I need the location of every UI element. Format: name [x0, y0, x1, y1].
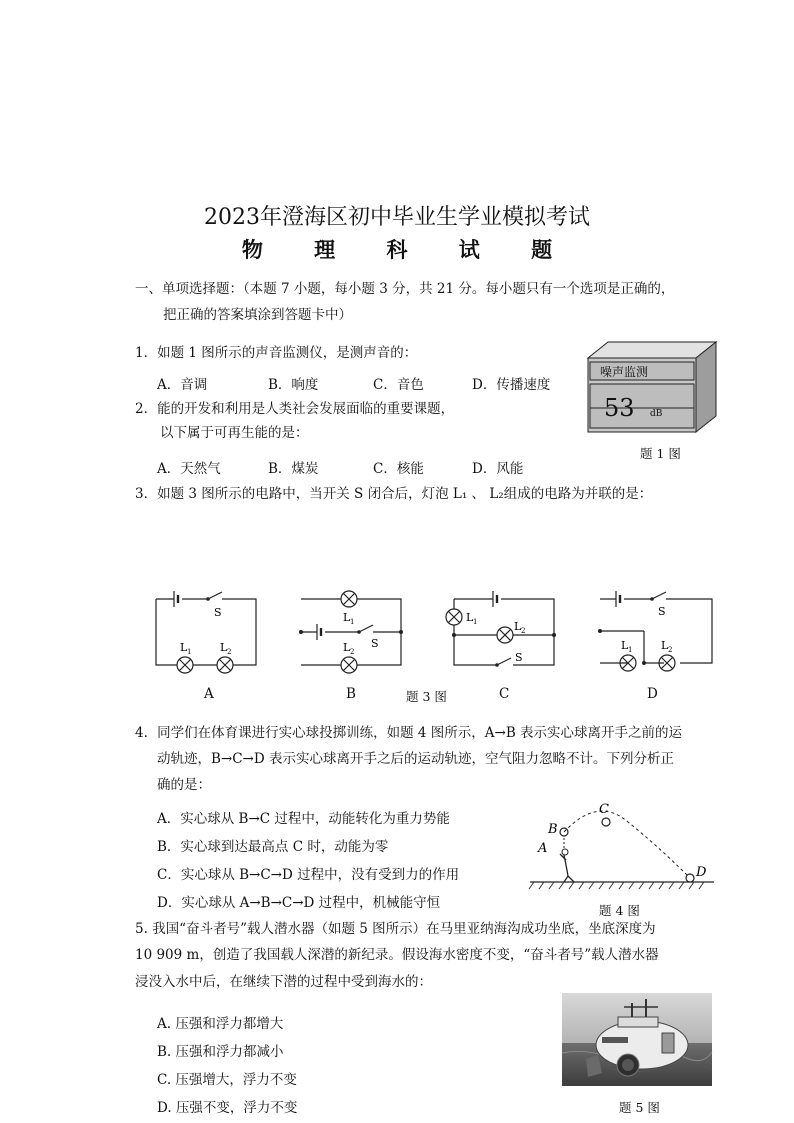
section-instruction-line2: 把正确的答案填涂到答题卡中）	[163, 307, 352, 323]
lamp1-label: L	[180, 641, 188, 654]
circuit-d	[594, 585, 716, 675]
figure3-caption: 题 3 图	[406, 689, 447, 704]
q4-option-d: D．实心球从 A→B→C→D 过程中，机械能守恒	[157, 895, 441, 911]
lamp1-subscript: 1	[187, 648, 192, 656]
q5-stem-line1: 5. 我国“奋斗者号”载人潜水器（如题 5 图所示）在马里亚纳海沟成功坐底，坐底深度为	[135, 921, 656, 937]
figure5-caption: 题 5 图	[619, 1100, 660, 1115]
q4-option-b: B．实心球到达最高点 C 时，动能为零	[157, 839, 389, 855]
q4-stem-line2: 动轨迹，B→C→D 表示实心球离开手之后的运动轨迹，空气阻力忽略不计。下列分析正	[157, 751, 674, 767]
lamp2-subscript: 2	[227, 648, 232, 656]
q2-option-d: D．风能	[472, 461, 524, 477]
lamp2-label: L	[343, 641, 351, 654]
q2-stem-line2: 以下属于可再生能的是：	[160, 425, 309, 441]
point-b-label: B	[548, 822, 558, 837]
ball-trajectory-figure	[528, 798, 718, 894]
q2-option-c: C．核能	[373, 461, 424, 477]
lamp2-label: L	[514, 620, 522, 633]
lamp1-label: L	[466, 611, 474, 624]
q2-option-a: A．天然气	[157, 461, 221, 477]
figure4-caption: 题 4 图	[599, 903, 640, 918]
q4-option-a: A．实心球从 B→C 过程中，动能转化为重力势能	[157, 811, 450, 827]
q5-stem-line2: 10 909 m，创造了我国载人深潜的新纪录。假设海水密度不变，“奋斗者号”载人潜水器	[135, 947, 659, 963]
lamp2-subscript: 2	[350, 648, 355, 656]
q1-option-d: D．传播速度	[472, 377, 551, 393]
lamp2-subscript: 2	[668, 646, 673, 654]
lamp1-label: L	[621, 639, 629, 652]
q5-option-d: D. 压强不变，浮力不变	[157, 1100, 298, 1116]
q5-option-b: B. 压强和浮力都减小	[157, 1044, 284, 1060]
submersible-photo	[562, 993, 712, 1086]
switch-label: S	[515, 651, 523, 664]
subject-title: 物 理 科 试 题	[241, 237, 575, 262]
monitor-value: 53	[604, 394, 635, 422]
monitor-unit: dB	[650, 409, 663, 419]
q2-option-b: B．煤炭	[268, 461, 319, 477]
q3-stem: 3．如题 3 图所示的电路中，当开关 S 闭合后，灯泡 L₁ 、 L₂组成的电路为并联的是：	[135, 486, 653, 502]
q1-stem: 1．如题 1 图所示的声音监测仪，是测声音的：	[135, 345, 418, 361]
circuit-a-label: A	[204, 686, 214, 702]
section-instruction-line1: 一、单项选择题：（本题 7 小题，每小题 3 分，共 21 分。每小题只有一个选项是正确的，	[135, 281, 675, 297]
q4-stem-line1: 4．同学们在体育课进行实心球投掷训练，如题 4 图所示，A→B 表示实心球离开手之前的运	[135, 725, 683, 741]
point-d-label: D	[696, 865, 707, 880]
circuit-b	[295, 585, 407, 675]
q4-option-c: C．实心球从 B→C→D 过程中，没有受到力的作用	[157, 867, 460, 883]
q1-option-b: B．响度	[268, 377, 319, 393]
circuit-c	[441, 585, 557, 675]
lamp1-subscript: 1	[628, 646, 633, 654]
exam-title: 2023年澄海区初中毕业生学业模拟考试	[204, 205, 590, 230]
monitor-label: 噪声监测	[600, 365, 649, 379]
lamp1-label: L	[343, 611, 351, 624]
switch-label: S	[371, 637, 379, 650]
q1-option-c: C．音色	[373, 377, 424, 393]
circuit-d-label: D	[647, 686, 658, 702]
lamp1-subscript: 1	[350, 618, 355, 626]
q1-option-a: A．音调	[157, 377, 208, 393]
q4-stem-line3: 确的是：	[157, 777, 211, 793]
circuit-a	[150, 585, 262, 675]
lamp2-label: L	[661, 639, 669, 652]
lamp2-label: L	[220, 641, 228, 654]
switch-label: S	[214, 606, 222, 619]
q5-stem-line3: 浸没入水中后，在继续下潜的过程中受到海水的：	[135, 974, 432, 990]
point-c-label: C	[599, 802, 609, 817]
switch-label: S	[658, 605, 666, 618]
q5-option-c: C. 压强增大，浮力不变	[157, 1072, 297, 1088]
lamp2-subscript: 2	[521, 627, 526, 635]
point-a-label: A	[538, 841, 548, 856]
lamp1-subscript: 1	[473, 618, 478, 626]
q2-stem-line1: 2．能的开发和利用是人类社会发展面临的重要课题，	[135, 401, 455, 417]
q5-option-a: A. 压强和浮力都增大	[157, 1016, 284, 1032]
circuit-b-label: B	[346, 686, 356, 702]
figure1-caption: 题 1 图	[640, 446, 681, 461]
noise-monitor-figure	[586, 340, 721, 436]
circuit-c-label: C	[499, 686, 510, 702]
